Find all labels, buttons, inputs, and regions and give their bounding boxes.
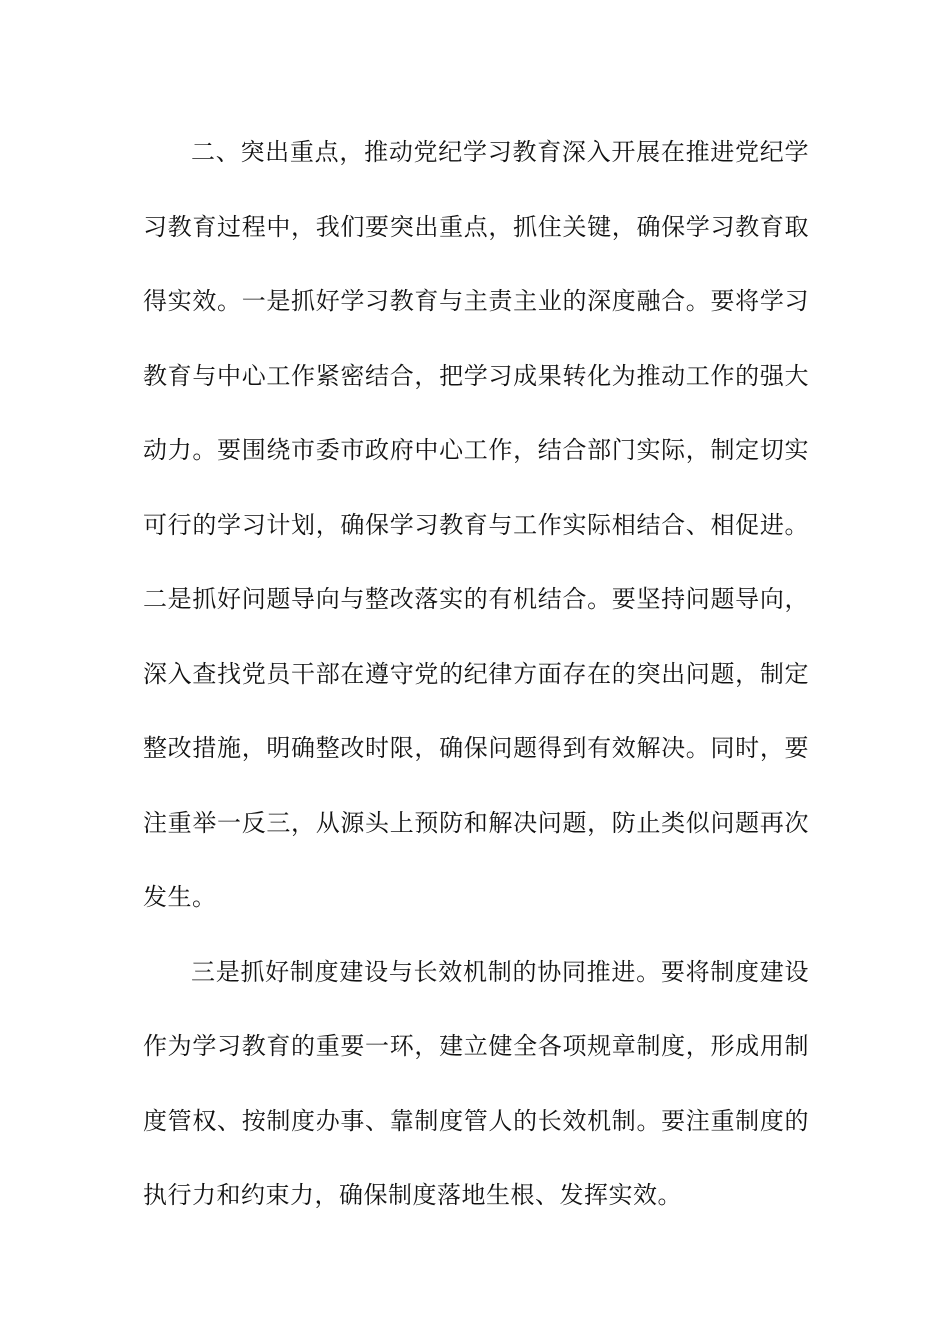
document-body [143, 115, 809, 1233]
paragraph-2: 三是抓好制度建设与长效机制的协同推进。要将制度建设作为学习教育的重要一环，建立健全各项规章制度，形成用制度管权、按制度办事、靠制度管人的长效机制。要注重制度的执行力和约束力，确保制度落地生根、发挥实效。 [143, 957, 809, 1209]
paragraph-1: 二、突出重点，推动党纪学习教育深入开展在推进党纪学习教育过程中，我们要突出重点，抓住关键，确保学习教育取得实效。一是抓好学习教育与主责主业的深度融合。要将学习教育与中心工作紧密结合，把学习成果转化为推动工作的强大动力。要围绕市委市政府中心工作，结合部门实际，制定切实可行的学习计划，确保学习教育与工作实际相结合、相促进。二是抓好问题导向与整改落实的有机结合。要坚持问题导向，深入查找党员干部在遵守党的纪律方面存在的突出问题，制定整改措施，明确整改时限，确保问题得到有效解决。同时，要注重举一反三，从源头上预防和解决问题，防止类似问题再次发生。 [143, 138, 809, 911]
